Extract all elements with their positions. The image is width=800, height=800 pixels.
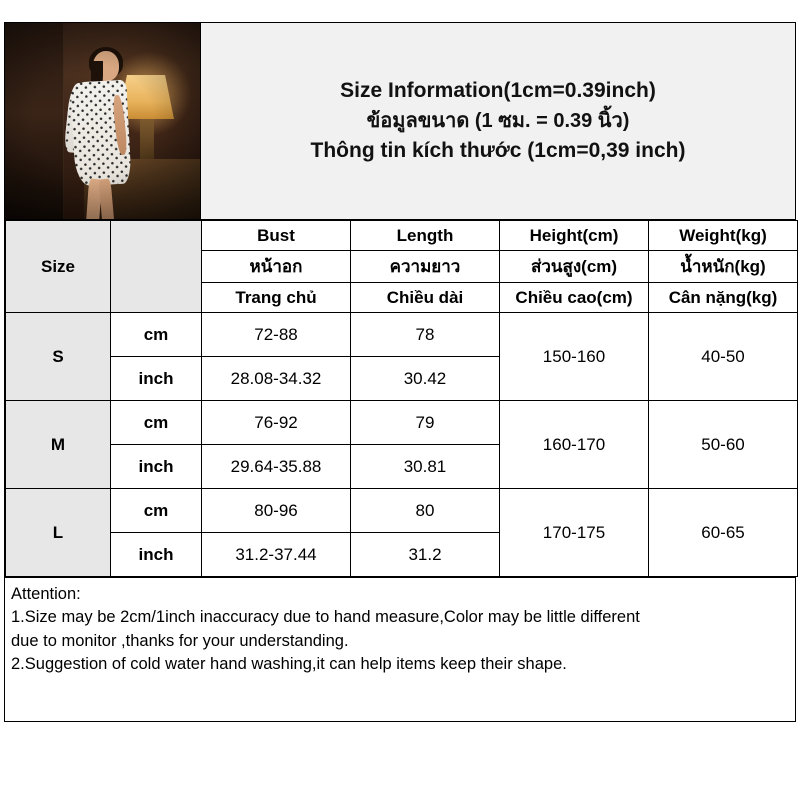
header-length-th: ความยาว [351, 251, 500, 283]
row-m-bust-cm: 76-92 [202, 401, 351, 445]
header-bust-th: หน้าอก [202, 251, 351, 283]
size-table [5, 220, 798, 577]
header-weight-vi: Cân nặng(kg) [649, 283, 798, 313]
header-bust-en: Bust [202, 221, 351, 251]
row-l-unit-inch: inch [111, 533, 202, 577]
row-m-unit-cm: cm [111, 401, 202, 445]
table-row [6, 313, 798, 357]
row-m-weight: 50-60 [649, 401, 798, 489]
row-s-length-cm: 78 [351, 313, 500, 357]
table-row [6, 401, 798, 445]
header-height-vi: Chiều cao(cm) [500, 283, 649, 313]
product-photo-cell [5, 23, 201, 219]
row-l-length-cm: 80 [351, 489, 500, 533]
row-size-m: M [6, 401, 111, 489]
row-m-bust-inch: 29.64-35.88 [202, 445, 351, 489]
attention-line-1: 1.Size may be 2cm/1inch inaccuracy due to hand measure,Color may be little different [11, 608, 640, 627]
header-weight-th: น้ำหนัก(kg) [649, 251, 798, 283]
size-column-header: Size [6, 221, 111, 313]
table-header-row-en [6, 221, 798, 251]
row-l-length-inch: 31.2 [351, 533, 500, 577]
attention-line-2: due to monitor ,thanks for your understanding. [11, 631, 349, 650]
row-l-unit-cm: cm [111, 489, 202, 533]
attention-heading: Attention: [11, 585, 81, 603]
header-length-en: Length [351, 221, 500, 251]
row-l-bust-inch: 31.2-37.44 [202, 533, 351, 577]
row-s-length-inch: 30.42 [351, 357, 500, 401]
row-s-unit-inch: inch [111, 357, 202, 401]
header-bust-vi: Trang chủ [202, 283, 351, 313]
row-s-bust-inch: 28.08-34.32 [202, 357, 351, 401]
size-chart [4, 22, 796, 722]
row-m-unit-inch: inch [111, 445, 202, 489]
chart-title-cell [201, 23, 795, 219]
row-s-bust-cm: 72-88 [202, 313, 351, 357]
attention-note [5, 577, 795, 721]
header-height-en: Height(cm) [500, 221, 649, 251]
header-height-th: ส่วนสูง(cm) [500, 251, 649, 283]
row-l-weight: 60-65 [649, 489, 798, 577]
row-s-unit-cm: cm [111, 313, 202, 357]
chart-header [5, 23, 795, 220]
row-s-height: 150-160 [500, 313, 649, 401]
product-photo [5, 23, 200, 219]
row-m-length-cm: 79 [351, 401, 500, 445]
row-size-l: L [6, 489, 111, 577]
row-l-height: 170-175 [500, 489, 649, 577]
title-line-en: Size Information(1cm=0.39inch) [340, 79, 656, 103]
header-length-vi: Chiều dài [351, 283, 500, 313]
title-line-vi: Thông tin kích thước (1cm=0,39 inch) [310, 138, 686, 162]
row-m-height: 160-170 [500, 401, 649, 489]
title-line-th: ข้อมูลขนาด (1 ซม. = 0.39 นิ้ว) [366, 109, 630, 132]
table-row [6, 489, 798, 533]
row-m-length-inch: 30.81 [351, 445, 500, 489]
photo-vignette [5, 23, 200, 219]
attention-line-3: 2.Suggestion of cold water hand washing,it can help items keep their shape. [11, 655, 567, 674]
header-weight-en: Weight(kg) [649, 221, 798, 251]
row-size-s: S [6, 313, 111, 401]
row-s-weight: 40-50 [649, 313, 798, 401]
unit-column-header [111, 221, 202, 313]
row-l-bust-cm: 80-96 [202, 489, 351, 533]
